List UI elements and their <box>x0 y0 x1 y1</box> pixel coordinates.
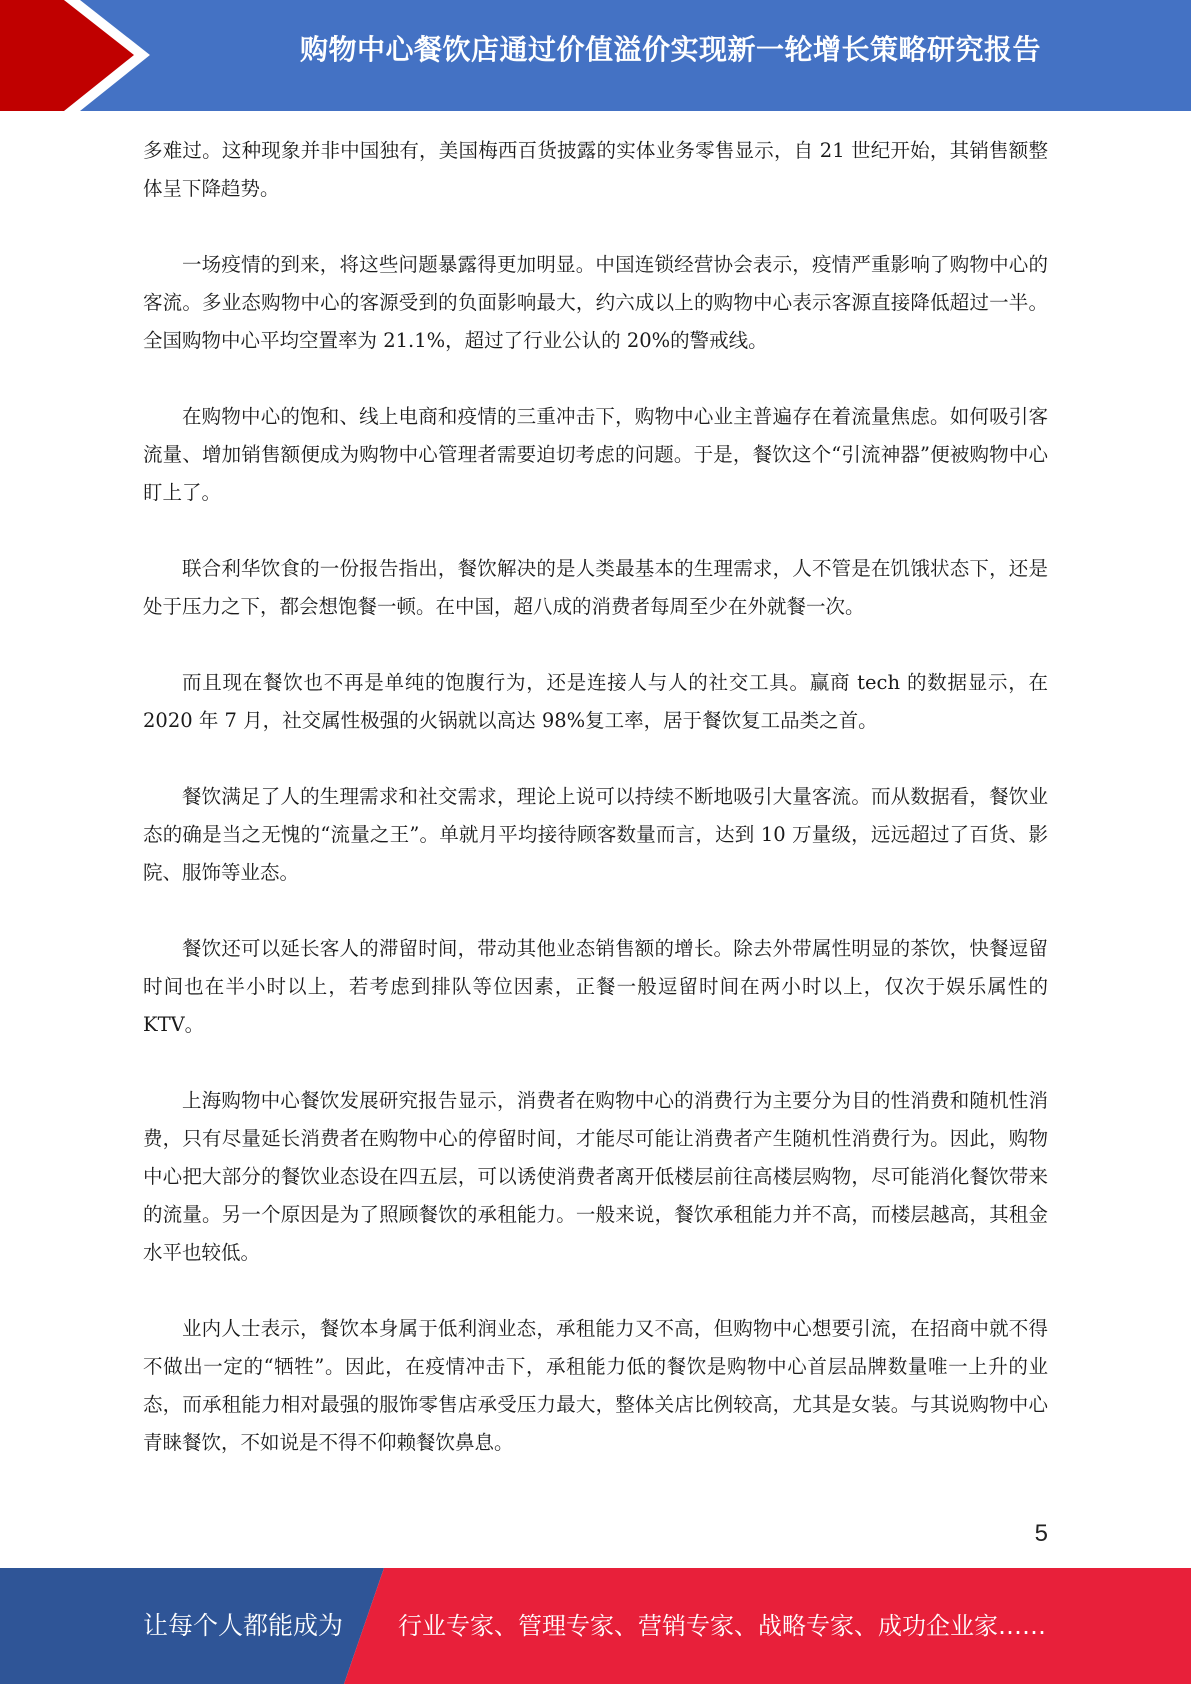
header-arrow-icon <box>0 0 160 111</box>
paragraph-1: 多难过。这种现象并非中国独有，美国梅西百货披露的实体业务零售显示，自 21 世纪开始，其销售额整体呈下降趋势。 <box>143 139 1048 200</box>
paragraph-4: 联合利华饮食的一份报告指出，餐饮解决的是人类最基本的生理需求，人不管是在饥饿状态下，还是处于压力之下，都会想饱餐一顿。在中国，超八成的消费者每周至少在外就餐一次。 <box>143 557 1048 618</box>
paragraph-7: 餐饮还可以延长客人的滞留时间，带动其他业态销售额的增长。除去外带属性明显的茶饮，快餐逗留时间也在半小时以上，若考虑到排队等位因素，正餐一般逗留时间在两小时以上，仅次于娱乐属性的 KTV。 <box>143 937 1048 1036</box>
paragraph-5: 而且现在餐饮也不再是单纯的饱腹行为，还是连接人与人的社交工具。赢商 tech 的数据显示，在 2020 年 7 月，社交属性极强的火锅就以高达 98%复工率，居于餐饮复工品类之首。 <box>143 671 1048 732</box>
report-title: 购物中心餐饮店通过价值溢价实现新一轮增长策略研究报告 <box>299 33 1041 66</box>
page-number: 5 <box>1034 1520 1048 1547</box>
footer-slogan-right: 行业专家、管理专家、营销专家、战略专家、成功企业家…… <box>398 1612 1046 1640</box>
paragraph-3: 在购物中心的饱和、线上电商和疫情的三重冲击下，购物中心业主普遍存在着流量焦虑。如何吸引客流量、增加销售额便成为购物中心管理者需要迫切考虑的问题。于是，餐饮这个“引流神器”便被购物中心盯上了。 <box>143 405 1048 504</box>
paragraph-6: 餐饮满足了人的生理需求和社交需求，理论上说可以持续不断地吸引大量客流。而从数据看，餐饮业态的确是当之无愧的“流量之王”。单就月平均接待顾客数量而言，达到 10 万量级，远远超过了百货、影院、服饰等业态。 <box>143 785 1048 884</box>
footer-banner <box>0 1568 1191 1684</box>
paragraph-8: 上海购物中心餐饮发展研究报告显示，消费者在购物中心的消费行为主要分为目的性消费和随机性消费，只有尽量延长消费者在购物中心的停留时间，才能尽可能让消费者产生随机性消费行为。因此，购物中心把大部分的餐饮业态设在四五层，可以诱使消费者离开低楼层前往高楼层购物，尽可能消化餐饮带来的流量。另一个原因是为了照顾餐饮的承租能力。一般来说，餐饮承租能力并不高，而楼层越高，其租金水平也较低。 <box>143 1089 1048 1264</box>
footer-slogan-left: 让每个人都能成为 <box>143 1611 344 1640</box>
header-banner <box>0 0 1191 111</box>
paragraph-2: 一场疫情的到来，将这些问题暴露得更加明显。中国连锁经营协会表示，疫情严重影响了购物中心的客流。多业态购物中心的客源受到的负面影响最大，约六成以上的购物中心表示客源直接降低超过一半。全国购物中心平均空置率为 21.1%，超过了行业公认的 20%的警戒线。 <box>143 253 1048 352</box>
article-body <box>143 132 1048 1500</box>
paragraph-9: 业内人士表示，餐饮本身属于低利润业态，承租能力又不高，但购物中心想要引流，在招商中就不得不做出一定的“牺牲”。因此，在疫情冲击下，承租能力低的餐饮是购物中心首层品牌数量唯一上升的业态，而承租能力相对最强的服饰零售店承受压力最大，整体关店比例较高，尤其是女装。与其说购物中心青睐餐饮，不如说是不得不仰赖餐饮鼻息。 <box>143 1317 1048 1454</box>
